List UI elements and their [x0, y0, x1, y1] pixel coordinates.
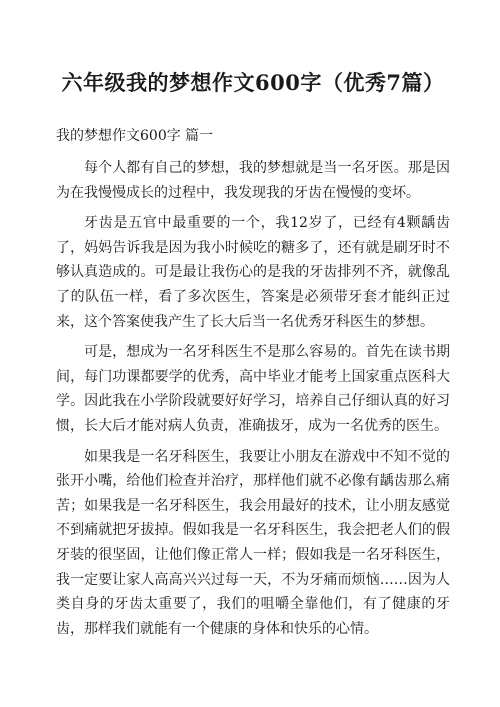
paragraph-1: 每个人都有自己的梦想，我的梦想就是当一名牙医。那是因为在我慢慢成长的过程中，我发现我的牙齿在慢慢的变坏。 [56, 160, 450, 201]
document-title: 六年级我的梦想作文600字（优秀7篇） [61, 70, 445, 95]
paragraph-4: 如果我是一名牙科医生，我要让小朋友在游戏中不知不觉的张开小嘴，给他们检查并治疗，那样他们就不必像有龋齿那么痛苦；如果我是一名牙科医生，我会用最好的技术，让小朋友感觉不到痛就把牙拔掉。假如我是一名牙科医生，我会把老人们的假牙装的很坚固，让他们像正常人一样；假如我是一名牙科医生，我一定要让家人高高兴兴过每一天，不为牙痛而烦恼……因为人类自身的牙齿太重要了，我们的咀嚼全靠他们，有了健康的牙齿，那样我们就能有一个健康的身体和快乐的心情。 [56, 448, 450, 637]
paragraph-3: 可是，想成为一名牙科医生不是那么容易的。首先在读书期间，每门功课都要学的优秀，高中毕业才能考上国家重点医科大学。因此我在小学阶段就要好好学习，培养自己仔细认真的好习惯，长大后才能对病人负责，准确拔牙，成为一名优秀的医生。 [56, 344, 450, 434]
essay-subtitle: 我的梦想作文600字 篇一 [56, 128, 214, 144]
paragraph-2: 牙齿是五官中最重要的一个，我12岁了，已经有4颗龋齿了，妈妈告诉我是因为我小时候吃的糖多了，还有就是刷牙时不够认真造成的。可是最让我伤心的是我的牙齿排列不齐，就像乱了的队伍一样，看了多次医生，答案是必须带牙套才能纠正过来，这个答案使我产生了长大后当一名优秀牙科医生的梦想。 [56, 215, 450, 330]
